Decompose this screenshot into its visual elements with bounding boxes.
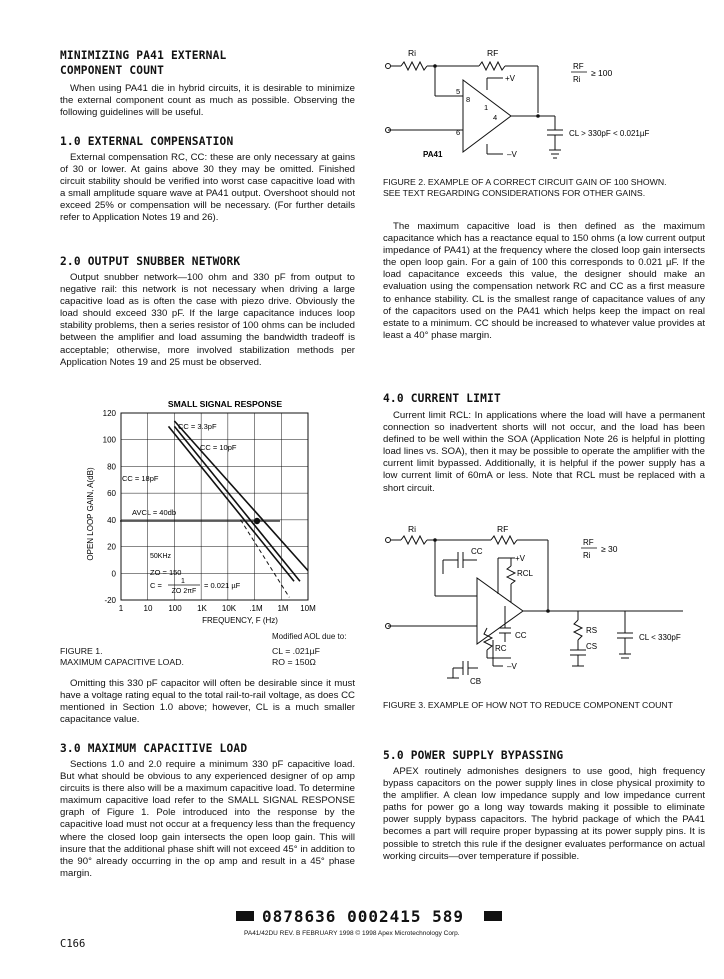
footer-barcode-number: 0878636 0002415 589 [262, 907, 465, 926]
section3-paragraph: Sections 1.0 and 2.0 require a minimum 330 pF capacitive load. But what should be obvious to any experienced designer of op amp circuits is there also will be a maximum capacitive load. To determine maximum capacitive load refer to the SMALL SIGNAL RESPONSE graph of Figure 1. Pole introduced into the response by the capacitive load must not occur at a frequency less than the frequency where the closed loop gain intersects the open loop gain. This will insure that the additional phase shift will not exceed 45° in addition to the 90° already occurring in the op amp and result in a 45° phase margin. [60, 759, 355, 879]
intersection-point [254, 518, 260, 524]
chart-title: SMALL SIGNAL RESPONSE [167, 399, 283, 409]
fig2-caption: FIGURE 2. EXAMPLE OF A CORRECT CIRCUIT GAIN OF 100 SHOWN. SEE TEXT REGARDING CONSIDERATIONS FOR OTHER GAINS. [383, 177, 667, 198]
chart-x-axis-label: FREQUENCY, F (Hz) [202, 616, 278, 625]
after-figure-paragraph: Omitting this 330 pF capacitor will often be desirable since it must have a voltage rating equal to the total rail-to-rail voltage, as does CC mentioned in Section 1.0 above; however, CL is a much smaller capacitance value. [60, 678, 355, 726]
fig3-cs-label: CS [586, 642, 598, 651]
section2-heading: 2.0 OUTPUT SNUBBER NETWORK [60, 255, 241, 268]
label-c-formula-num: 1 [181, 578, 185, 585]
fig3-rc-label: RC [495, 644, 507, 653]
chart-y-axis-label: OPEN LOOP GAIN, A(dB) [86, 467, 95, 561]
fig1-note-1: Modified AOL due to: [272, 632, 347, 641]
y-tick-label: 20 [107, 542, 116, 552]
fig2-pin1: 1 [484, 103, 489, 112]
fig3-ri-label: Ri [408, 524, 417, 534]
chart-series-group [169, 421, 308, 597]
section5-paragraph: APEX routinely admonishes designers to use good, high frequency bypass capacitors on the power supply lines in close physical proximity to the amplifier. A clean low impedance supply and low impedance current paths for power go a long way towards making it possible to eliminate power supply bypass capacitors. The hybrid package of which the PA41 becomes a part will require proper bypassing at its power supply pins. It is possible to stretch this rule if the designer evaluates performance on actual working circuits—over temperature if possible. [383, 766, 705, 862]
y-tick-label: 120 [102, 409, 116, 418]
x-tick-label: 1M [277, 604, 289, 613]
fig2-ri-label: Ri [408, 48, 417, 58]
fig3-cb-label: CB [470, 677, 482, 686]
fig3-cc-label: CC [515, 631, 527, 640]
section2-paragraph: Output snubber network—100 ohm and 330 pF from output to negative rail: this network is not necessary when driving a large capacitive load as is often the case with piezo drive. Obviously the load should exceed 330 pF. If the large capacitance induces loop stability problems, then a series resistor of 100 ohms can be included between the amplifier and load assuming the bandwidth tradeoff is acceptable; otherwise, more involved stabilization methods per Application Notes 19 and 25 must be observed. [60, 272, 355, 368]
fig3-caption: FIGURE 3. EXAMPLE OF HOW NOT TO REDUCE COMPONENT COUNT [383, 700, 673, 710]
label-avcl: AVCL = 40db [132, 508, 176, 517]
page-number: C166 [60, 938, 86, 950]
fig1-note-2: CL = .021µF [272, 646, 320, 656]
section4-paragraph: Current limit RCL: In applications where the load will have a permanent connection so inadvertent shorts will not occur, and the load has been defined to be well within the SOA (Application Note 26 is helpful in plotting load lines vs. SOA), then it may be possible to operate the amplifier with the current limit bypassed. Additionally, it is helpful if the power supply has a low current limit of 60mA or less. Note that RCL must be replaced with a short circuit. [383, 410, 705, 494]
x-tick-label: 10 [143, 604, 153, 613]
page-title-line1: MINIMIZING PA41 EXTERNAL [60, 49, 227, 62]
label-c-formula-b: = 0.021 µF [204, 581, 241, 590]
footer-bar-left [236, 911, 254, 921]
figure3-schematic [383, 518, 705, 694]
fig3-rf-label: RF [497, 524, 509, 534]
label-50khz: 50KHz [150, 553, 172, 560]
x-tick-label: .1M [249, 604, 263, 613]
x-tick-label: 10K [221, 604, 237, 613]
chart-x-tick-labels [119, 604, 316, 613]
section1-heading: 1.0 EXTERNAL COMPENSATION [60, 135, 234, 148]
fig2-neg-rail-label: –V [507, 150, 517, 159]
y-tick-label: 40 [107, 515, 116, 525]
fig2-chip-label: PA41 [423, 150, 443, 159]
fig2-pin8: 8 [466, 95, 471, 104]
fig3-rs-label: RS [586, 626, 598, 635]
fig3-neg-rail-label: –V [507, 662, 517, 671]
series-line [174, 421, 308, 571]
x-tick-label: 1 [118, 604, 124, 613]
y-tick-label: 100 [102, 435, 116, 445]
label-c-formula-a: C = [150, 581, 162, 590]
fig3-ratio-relation: ≥ 30 [601, 544, 618, 554]
section3-heading: 3.0 MAXIMUM CAPACITIVE LOAD [60, 742, 248, 755]
label-c-formula-den: ZO 2πF [171, 588, 197, 595]
chart-y-ticks [103, 409, 117, 605]
intro-paragraph: When using PA41 die in hybrid circuits, it is desirable to minimize the external component count as much as possible. Observing the following guidelines will be useful. [60, 83, 355, 119]
fig2-ratio-relation: ≥ 100 [591, 68, 613, 78]
fig2-ratio-bottom: Ri [573, 75, 581, 84]
fig3-rcl-label: RCL [517, 569, 534, 578]
footer-bar-right [484, 911, 502, 921]
fig3-cc-top-label: CC [471, 547, 483, 556]
y-tick-label: -20 [104, 596, 116, 605]
fig3-ratio-top: RF [583, 538, 594, 547]
x-tick-label: 10M [300, 604, 316, 613]
y-tick-label: 0 [111, 569, 116, 579]
page-title-line2: COMPONENT COUNT [60, 64, 165, 77]
fig2-rf-label: RF [487, 48, 499, 58]
fig2-pos-rail-label: +V [505, 74, 516, 83]
fig1-note-3: RO = 150Ω [272, 657, 316, 667]
x-tick-label: 100 [168, 604, 182, 613]
fig1-caption-1: FIGURE 1. [60, 646, 103, 656]
figure2-schematic [383, 42, 705, 172]
fig3-cl-label: CL < 330pF [639, 633, 681, 642]
section1-paragraph: External compensation RC, CC: these are only necessary at gains of 30 or lower. At gains above 30 they may be omitted. Finished circuit stability should be verified into worst case capacitive load with a small amplitude square wave at PA41 output. Overshoot should not exceed 25% or compensation will be necessary. (For further details refer to Application Notes 19 and 26). [60, 152, 355, 224]
fig1-caption-2: MAXIMUM CAPACITIVE LOAD. [60, 657, 184, 667]
label-cc-10pf: CC = 10pF [200, 443, 237, 452]
fig2-ratio-top: RF [573, 62, 584, 71]
label-cc-3-3pf: CC = 3.3pF [178, 422, 217, 431]
x-tick-label: 1K [197, 604, 207, 613]
section4-heading: 4.0 CURRENT LIMIT [383, 392, 501, 405]
fig2-pin5: 5 [456, 87, 461, 96]
fig3-ratio-bottom: Ri [583, 551, 591, 560]
label-zo: ZO = 150 [150, 568, 182, 577]
y-tick-label: 80 [107, 462, 116, 472]
footer-document-info: PA41/42DU REV. B FEBRUARY 1998 © 1998 Apex Microtechnology Corp. [244, 930, 460, 937]
fig2-cl-label: CL > 330pF < 0.021µF [569, 129, 650, 138]
label-cc-18pf: CC = 18pF [122, 474, 159, 483]
section5-heading: 5.0 POWER SUPPLY BYPASSING [383, 749, 564, 762]
right-paragraph-1: The maximum capacitive load is then defined as the maximum capacitance which has a reactance equal to 150 ohms (a low current output impedance of PA41) at the frequency where the closed loop gain intersects the open loop gain. For a gain of 100 this corresponds to 0.021 µF. If the load capacitance exceeds this value, the designer should make an evaluation using the compensation network RC and CC as a first measure to enhance stability. CL is the smallest range of capacitance values of any of the capacitors used on the PA41 which helps keep the impact on real estate to a minimum. CC should be increased to whatever value provides at least a 40° phase margin. [383, 221, 705, 341]
small-signal-response-chart [80, 394, 360, 626]
fig2-pin6: 6 [456, 128, 461, 137]
fig3-pos-rail-label: +V [515, 554, 526, 563]
y-tick-label: 60 [107, 489, 116, 499]
fig2-pin4: 4 [493, 113, 498, 122]
